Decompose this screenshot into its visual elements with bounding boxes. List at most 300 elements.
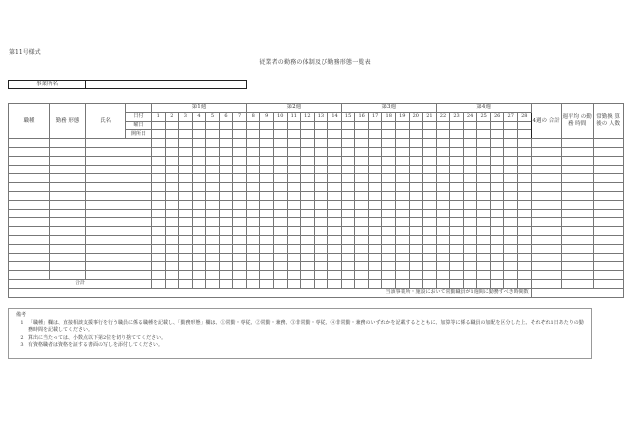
hours-cell[interactable] [409,253,423,262]
hours-cell[interactable] [233,165,247,174]
hours-cell[interactable] [518,271,532,280]
open-day-cell[interactable] [490,130,504,139]
total-hours-cell[interactable] [246,279,260,288]
hours-cell[interactable] [436,244,450,253]
fte-count-cell[interactable] [593,174,623,183]
fte-count-cell[interactable] [593,244,623,253]
hours-cell[interactable] [477,165,491,174]
hours-cell[interactable] [463,200,477,209]
hours-cell[interactable] [219,244,233,253]
hours-cell[interactable] [246,147,260,156]
hours-cell[interactable] [219,227,233,236]
hours-cell[interactable] [436,235,450,244]
hours-cell[interactable] [165,200,179,209]
hours-cell[interactable] [382,271,396,280]
hours-cell[interactable] [179,271,193,280]
open-day-cell[interactable] [314,130,328,139]
job-type-cell[interactable] [9,262,50,271]
hours-cell[interactable] [423,156,437,165]
four-week-total-cell[interactable] [531,218,561,227]
four-week-total-cell[interactable] [531,165,561,174]
fte-count-cell[interactable] [593,147,623,156]
hours-cell[interactable] [179,200,193,209]
hours-cell[interactable] [287,244,301,253]
hours-cell[interactable] [396,209,410,218]
hours-cell[interactable] [490,271,504,280]
hours-cell[interactable] [314,253,328,262]
hours-cell[interactable] [179,253,193,262]
hours-cell[interactable] [287,156,301,165]
hours-cell[interactable] [341,253,355,262]
hours-cell[interactable] [206,244,220,253]
open-day-cell[interactable] [219,130,233,139]
hours-cell[interactable] [490,200,504,209]
work-style-cell[interactable] [50,147,86,156]
hours-cell[interactable] [368,165,382,174]
hours-cell[interactable] [368,244,382,253]
hours-cell[interactable] [192,139,206,148]
hours-cell[interactable] [355,139,369,148]
hours-cell[interactable] [287,174,301,183]
hours-cell[interactable] [152,200,166,209]
work-style-cell[interactable] [50,139,86,148]
hours-cell[interactable] [355,156,369,165]
hours-cell[interactable] [490,262,504,271]
total-hours-cell[interactable] [206,279,220,288]
hours-cell[interactable] [423,139,437,148]
hours-cell[interactable] [165,262,179,271]
hours-cell[interactable] [477,147,491,156]
open-day-cell[interactable] [396,130,410,139]
hours-cell[interactable] [274,139,288,148]
hours-cell[interactable] [165,191,179,200]
total-hours-cell[interactable] [368,279,382,288]
hours-cell[interactable] [518,227,532,236]
fte-count-cell[interactable] [593,271,623,280]
fte-count-cell[interactable] [593,253,623,262]
hours-cell[interactable] [287,235,301,244]
hours-cell[interactable] [382,174,396,183]
hours-cell[interactable] [287,183,301,192]
name-cell[interactable] [86,253,152,262]
hours-cell[interactable] [490,218,504,227]
hours-cell[interactable] [192,262,206,271]
hours-cell[interactable] [477,235,491,244]
fte-count-cell[interactable] [593,156,623,165]
hours-cell[interactable] [287,165,301,174]
hours-cell[interactable] [355,235,369,244]
hours-cell[interactable] [192,156,206,165]
hours-cell[interactable] [450,139,464,148]
name-cell[interactable] [86,200,152,209]
hours-cell[interactable] [382,244,396,253]
weekday-cell[interactable] [314,121,328,130]
hours-cell[interactable] [274,200,288,209]
hours-cell[interactable] [396,271,410,280]
hours-cell[interactable] [260,218,274,227]
total-hours-cell[interactable] [355,279,369,288]
hours-cell[interactable] [382,183,396,192]
job-type-cell[interactable] [9,139,50,148]
hours-cell[interactable] [490,235,504,244]
open-day-cell[interactable] [179,130,193,139]
total-hours-cell[interactable] [192,279,206,288]
total-hours-cell[interactable] [504,279,518,288]
hours-cell[interactable] [477,244,491,253]
hours-cell[interactable] [463,253,477,262]
hours-cell[interactable] [301,139,315,148]
hours-cell[interactable] [504,165,518,174]
hours-cell[interactable] [233,174,247,183]
hours-cell[interactable] [518,209,532,218]
hours-cell[interactable] [518,218,532,227]
hours-cell[interactable] [233,209,247,218]
hours-cell[interactable] [423,191,437,200]
hours-cell[interactable] [287,227,301,236]
hours-cell[interactable] [314,165,328,174]
hours-cell[interactable] [314,235,328,244]
hours-cell[interactable] [179,218,193,227]
hours-cell[interactable] [518,147,532,156]
hours-cell[interactable] [206,235,220,244]
fte-count-cell[interactable] [593,227,623,236]
hours-cell[interactable] [368,235,382,244]
hours-cell[interactable] [301,262,315,271]
hours-cell[interactable] [382,165,396,174]
hours-cell[interactable] [260,183,274,192]
hours-cell[interactable] [260,227,274,236]
hours-cell[interactable] [436,174,450,183]
hours-cell[interactable] [477,139,491,148]
weekday-cell[interactable] [518,121,532,130]
hours-cell[interactable] [396,235,410,244]
hours-cell[interactable] [179,191,193,200]
total-hours-cell[interactable] [490,279,504,288]
hours-cell[interactable] [179,235,193,244]
hours-cell[interactable] [341,200,355,209]
hours-cell[interactable] [219,191,233,200]
hours-cell[interactable] [152,209,166,218]
open-day-cell[interactable] [341,130,355,139]
hours-cell[interactable] [409,147,423,156]
hours-cell[interactable] [165,227,179,236]
weekday-cell[interactable] [165,121,179,130]
hours-cell[interactable] [436,209,450,218]
hours-cell[interactable] [219,139,233,148]
work-style-cell[interactable] [50,227,86,236]
hours-cell[interactable] [274,253,288,262]
open-day-cell[interactable] [274,130,288,139]
hours-cell[interactable] [368,200,382,209]
hours-cell[interactable] [301,227,315,236]
hours-cell[interactable] [314,147,328,156]
hours-cell[interactable] [382,209,396,218]
hours-cell[interactable] [165,209,179,218]
work-style-cell[interactable] [50,262,86,271]
weekday-cell[interactable] [206,121,220,130]
hours-cell[interactable] [423,227,437,236]
weekday-cell[interactable] [219,121,233,130]
hours-cell[interactable] [260,147,274,156]
hours-cell[interactable] [490,165,504,174]
hours-cell[interactable] [287,139,301,148]
work-style-cell[interactable] [50,174,86,183]
hours-cell[interactable] [504,174,518,183]
hours-cell[interactable] [152,139,166,148]
hours-cell[interactable] [165,218,179,227]
total-hours-cell[interactable] [436,279,450,288]
hours-cell[interactable] [233,200,247,209]
hours-cell[interactable] [165,156,179,165]
work-style-cell[interactable] [50,244,86,253]
hours-cell[interactable] [246,218,260,227]
hours-cell[interactable] [165,244,179,253]
total-fte-cell[interactable] [593,279,623,288]
hours-cell[interactable] [396,139,410,148]
hours-cell[interactable] [341,262,355,271]
hours-cell[interactable] [341,209,355,218]
hours-cell[interactable] [396,191,410,200]
work-style-cell[interactable] [50,183,86,192]
office-name-field[interactable] [86,81,246,88]
hours-cell[interactable] [423,200,437,209]
total-hours-cell[interactable] [328,279,342,288]
hours-cell[interactable] [504,191,518,200]
hours-cell[interactable] [314,227,328,236]
hours-cell[interactable] [341,139,355,148]
hours-cell[interactable] [301,147,315,156]
hours-cell[interactable] [328,262,342,271]
hours-cell[interactable] [368,227,382,236]
hours-cell[interactable] [152,271,166,280]
hours-cell[interactable] [423,147,437,156]
hours-cell[interactable] [328,209,342,218]
hours-cell[interactable] [463,209,477,218]
hours-cell[interactable] [423,183,437,192]
hours-cell[interactable] [450,147,464,156]
hours-cell[interactable] [518,244,532,253]
weekly-average-cell[interactable] [561,227,593,236]
weekday-cell[interactable] [260,121,274,130]
hours-cell[interactable] [328,200,342,209]
hours-cell[interactable] [179,156,193,165]
hours-cell[interactable] [504,200,518,209]
hours-cell[interactable] [152,183,166,192]
hours-cell[interactable] [490,174,504,183]
hours-cell[interactable] [219,165,233,174]
four-week-total-cell[interactable] [531,271,561,280]
total-hours-cell[interactable] [287,279,301,288]
hours-cell[interactable] [328,156,342,165]
hours-cell[interactable] [368,209,382,218]
hours-cell[interactable] [314,262,328,271]
hours-cell[interactable] [504,209,518,218]
hours-cell[interactable] [246,209,260,218]
weekday-cell[interactable] [246,121,260,130]
hours-cell[interactable] [233,139,247,148]
total-four-week-cell[interactable] [531,279,561,288]
hours-cell[interactable] [368,174,382,183]
hours-cell[interactable] [396,156,410,165]
hours-cell[interactable] [450,235,464,244]
hours-cell[interactable] [274,209,288,218]
hours-cell[interactable] [152,262,166,271]
hours-cell[interactable] [396,165,410,174]
open-day-cell[interactable] [328,130,342,139]
hours-cell[interactable] [382,191,396,200]
name-cell[interactable] [86,244,152,253]
hours-cell[interactable] [409,139,423,148]
hours-cell[interactable] [179,165,193,174]
hours-cell[interactable] [165,139,179,148]
hours-cell[interactable] [382,253,396,262]
work-style-cell[interactable] [50,165,86,174]
hours-cell[interactable] [287,209,301,218]
hours-cell[interactable] [504,262,518,271]
hours-cell[interactable] [246,191,260,200]
hours-cell[interactable] [518,253,532,262]
four-week-total-cell[interactable] [531,200,561,209]
hours-cell[interactable] [328,139,342,148]
weekday-cell[interactable] [463,121,477,130]
hours-cell[interactable] [314,139,328,148]
hours-cell[interactable] [246,244,260,253]
hours-cell[interactable] [355,200,369,209]
hours-cell[interactable] [436,156,450,165]
name-cell[interactable] [86,191,152,200]
weekday-cell[interactable] [436,121,450,130]
hours-cell[interactable] [165,147,179,156]
hours-cell[interactable] [368,218,382,227]
hours-cell[interactable] [368,156,382,165]
hours-cell[interactable] [192,218,206,227]
hours-cell[interactable] [314,271,328,280]
hours-cell[interactable] [409,165,423,174]
weekly-average-cell[interactable] [561,262,593,271]
total-hours-cell[interactable] [314,279,328,288]
hours-cell[interactable] [287,200,301,209]
hours-cell[interactable] [477,183,491,192]
hours-cell[interactable] [301,191,315,200]
hours-cell[interactable] [518,183,532,192]
hours-cell[interactable] [314,200,328,209]
hours-cell[interactable] [368,183,382,192]
hours-cell[interactable] [246,165,260,174]
hours-cell[interactable] [328,271,342,280]
hours-cell[interactable] [260,262,274,271]
hours-cell[interactable] [260,200,274,209]
hours-cell[interactable] [287,147,301,156]
job-type-cell[interactable] [9,156,50,165]
four-week-total-cell[interactable] [531,227,561,236]
hours-cell[interactable] [450,218,464,227]
hours-cell[interactable] [233,218,247,227]
weekly-average-cell[interactable] [561,147,593,156]
weekday-cell[interactable] [423,121,437,130]
fte-count-cell[interactable] [593,218,623,227]
hours-cell[interactable] [165,174,179,183]
hours-cell[interactable] [396,262,410,271]
hours-cell[interactable] [409,271,423,280]
hours-cell[interactable] [409,191,423,200]
hours-cell[interactable] [206,227,220,236]
hours-cell[interactable] [341,271,355,280]
hours-cell[interactable] [490,244,504,253]
hours-cell[interactable] [246,271,260,280]
hours-cell[interactable] [450,200,464,209]
hours-cell[interactable] [355,271,369,280]
hours-cell[interactable] [233,156,247,165]
open-day-cell[interactable] [368,130,382,139]
hours-cell[interactable] [409,174,423,183]
hours-cell[interactable] [274,271,288,280]
job-type-cell[interactable] [9,147,50,156]
total-hours-cell[interactable] [152,279,166,288]
hours-cell[interactable] [152,218,166,227]
hours-cell[interactable] [518,200,532,209]
total-hours-cell[interactable] [233,279,247,288]
hours-cell[interactable] [301,244,315,253]
hours-cell[interactable] [504,156,518,165]
hours-cell[interactable] [368,191,382,200]
hours-cell[interactable] [206,209,220,218]
hours-cell[interactable] [490,253,504,262]
hours-cell[interactable] [219,183,233,192]
weekday-cell[interactable] [396,121,410,130]
hours-cell[interactable] [355,244,369,253]
hours-cell[interactable] [152,191,166,200]
total-hours-cell[interactable] [518,279,532,288]
hours-cell[interactable] [301,271,315,280]
hours-cell[interactable] [490,139,504,148]
hours-cell[interactable] [206,139,220,148]
hours-cell[interactable] [382,227,396,236]
hours-cell[interactable] [450,262,464,271]
hours-cell[interactable] [450,271,464,280]
hours-cell[interactable] [477,227,491,236]
hours-cell[interactable] [260,271,274,280]
total-hours-cell[interactable] [219,279,233,288]
hours-cell[interactable] [490,183,504,192]
open-day-cell[interactable] [206,130,220,139]
hours-cell[interactable] [233,235,247,244]
hours-cell[interactable] [341,165,355,174]
work-style-cell[interactable] [50,156,86,165]
weekly-average-cell[interactable] [561,253,593,262]
hours-cell[interactable] [206,200,220,209]
weekly-average-cell[interactable] [561,139,593,148]
name-cell[interactable] [86,156,152,165]
open-day-cell[interactable] [152,130,166,139]
hours-cell[interactable] [314,218,328,227]
hours-cell[interactable] [490,191,504,200]
hours-cell[interactable] [301,253,315,262]
hours-cell[interactable] [355,227,369,236]
hours-cell[interactable] [192,200,206,209]
open-day-cell[interactable] [463,130,477,139]
hours-cell[interactable] [423,244,437,253]
hours-cell[interactable] [192,271,206,280]
hours-cell[interactable] [274,262,288,271]
hours-cell[interactable] [219,174,233,183]
hours-cell[interactable] [274,147,288,156]
hours-cell[interactable] [463,235,477,244]
hours-cell[interactable] [328,183,342,192]
open-day-cell[interactable] [192,130,206,139]
hours-cell[interactable] [219,218,233,227]
hours-cell[interactable] [504,218,518,227]
weekday-cell[interactable] [274,121,288,130]
